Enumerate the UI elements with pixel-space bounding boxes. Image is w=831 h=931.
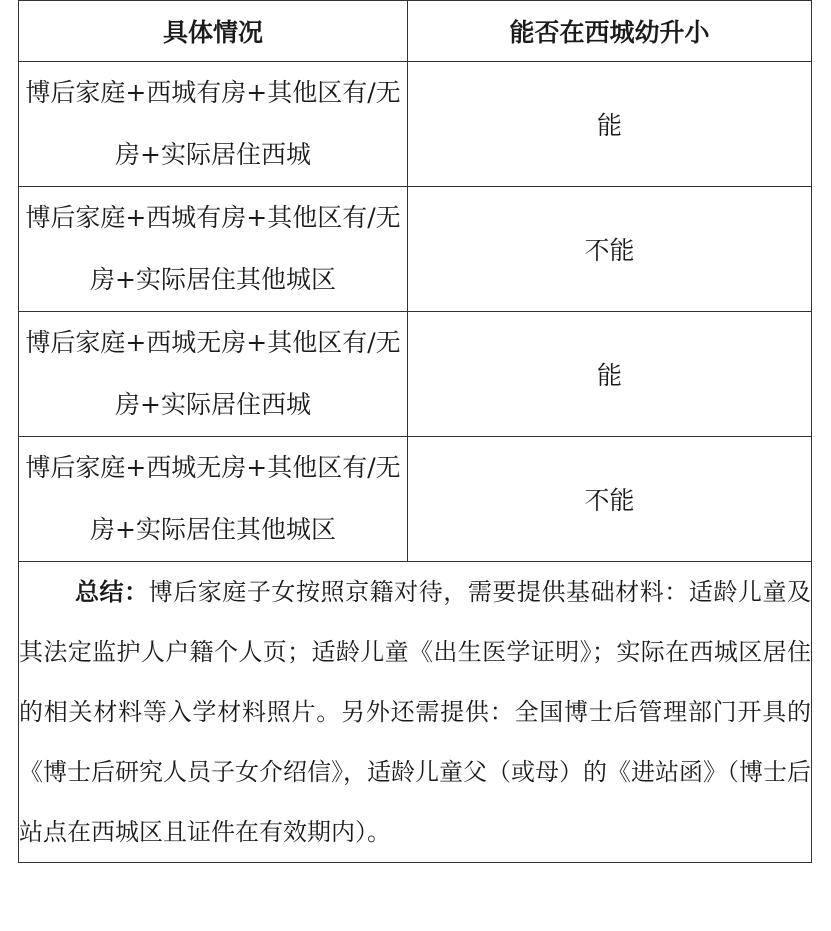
table-row [19,187,812,312]
eligibility-cell: 不能 [408,187,812,312]
policy-table [18,0,812,863]
table-row [19,437,812,562]
eligibility-cell: 不能 [408,437,812,562]
summary-label: 总结： [75,577,149,606]
table-header-row [19,1,812,62]
eligibility-cell: 能 [408,62,812,187]
summary-row [19,562,812,863]
table-row [19,62,812,187]
summary-cell [19,562,812,863]
eligibility-cell: 能 [408,312,812,437]
situation-cell: 博后家庭+西城无房+其他区有/无房+实际居住西城 [19,312,408,437]
summary-text: 博后家庭子女按照京籍对待，需要提供基础材料：适龄儿童及其法定监护人户籍个人页；适龄儿童《出生医学证明》；实际在西城区居住的相关材料等入学材料照片。另外还需提供：全国博士后管理部门开具的《博士后研究人员子女介绍信》，适龄儿童父（或母）的《进站函》（博士后站点在西城区且证件在有效期内）。 [19,578,811,846]
policy-document [18,0,811,863]
situation-cell: 博后家庭+西城无房+其他区有/无房+实际居住其他城区 [19,437,408,562]
table-row [19,312,812,437]
situation-cell: 博后家庭+西城有房+其他区有/无房+实际居住西城 [19,62,408,187]
column-header-eligibility: 能否在西城幼升小 [408,1,812,62]
column-header-situation: 具体情况 [19,1,408,62]
situation-cell: 博后家庭+西城有房+其他区有/无房+实际居住其他城区 [19,187,408,312]
